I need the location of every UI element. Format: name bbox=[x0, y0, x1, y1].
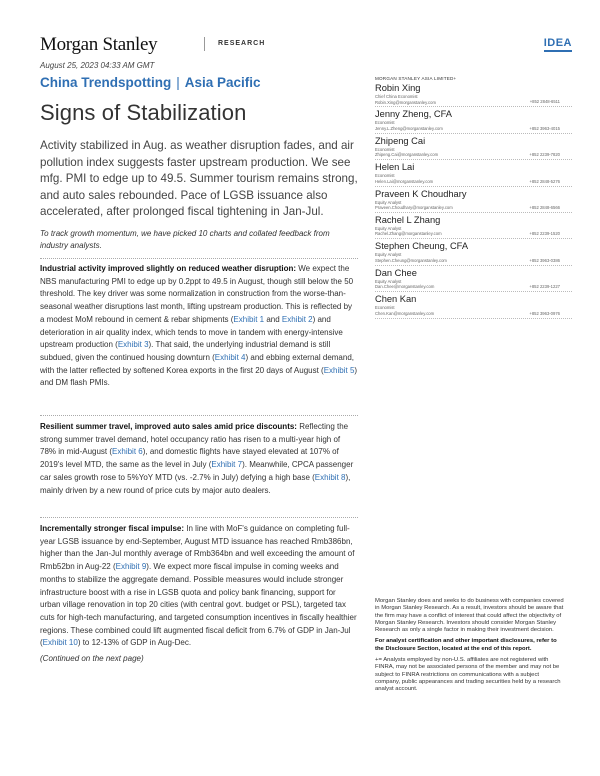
analyst-entry bbox=[375, 189, 572, 213]
morgan-stanley-logo: Morgan Stanley bbox=[40, 34, 158, 55]
paragraph-heading: Industrial activity improved slightly on reduced weather disruption: bbox=[40, 264, 297, 273]
analyst-role: Equity Analyst bbox=[375, 225, 402, 231]
analyst-name: Stephen Cheung, CFA bbox=[375, 241, 469, 252]
exhibit-link[interactable]: Exhibit 10 bbox=[42, 638, 78, 648]
paragraph-text: ), mainly driven by a new round of price cuts by major auto dealers. bbox=[40, 472, 351, 495]
publish-date: August 25, 2023 04:33 AM GMT bbox=[40, 61, 155, 70]
analyst-role: Economist bbox=[375, 305, 395, 311]
analyst-email[interactable]: Zhipeng.Cai@morganstanley.com bbox=[375, 152, 439, 158]
analyst-phone: +852 2848-6511 bbox=[529, 99, 560, 105]
disclosure-finra: += Analysts employed by non-U.S. affiliates are not registered with FINRA, may not be associated persons of the member and may not be subject to FINRA restrictions on communications with a subject company, public appearances and trading securities held by a research analyst account. bbox=[375, 657, 561, 693]
section-divider bbox=[40, 258, 358, 259]
analyst-name: Rachel L Zhang bbox=[375, 214, 441, 225]
report-title: Signs of Stabilization bbox=[40, 100, 247, 125]
analyst-phone: +852 2239-1227 bbox=[529, 284, 560, 290]
analyst-role: Equity Analyst bbox=[375, 278, 402, 284]
summary-text: Activity stabilized in Aug. as weather disruption fades, and air pollution index suggests faster upstream production. We see mfg. PMI to edge up to 49.5. Summer tourism remains strong, and auto sales rebounded. Pace of LGSB issuance also accelerated, after prolonged fiscal tightening in Jan-Jul. bbox=[40, 139, 358, 219]
analyst-entries bbox=[375, 83, 572, 319]
paragraph-travel-auto bbox=[40, 421, 358, 497]
paragraph-text: Reflecting the strong summer travel demand, hotel occupancy ratio has risen to a multi-year high of 78% in mid-August ( bbox=[40, 422, 349, 457]
paragraph-heading: Resilient summer travel, improved auto sales amid price discounts: bbox=[40, 422, 297, 431]
analyst-email[interactable]: Stephen.Cheung@morganstanley.com bbox=[375, 257, 447, 263]
analyst-email[interactable]: Chen.Kan@morganstanley.com bbox=[375, 310, 435, 316]
section-divider bbox=[40, 415, 358, 416]
analyst-name: Zhipeng Cai bbox=[375, 135, 426, 146]
firm-name: MORGAN STANLEY ASIA LIMITED+ bbox=[375, 76, 457, 81]
paragraph-heading: Incrementally stronger fiscal impulse: bbox=[40, 524, 185, 533]
exhibit-link[interactable]: Exhibit 5 bbox=[323, 365, 355, 375]
analyst-entry bbox=[375, 241, 572, 265]
idea-badge: IDEA bbox=[544, 37, 572, 52]
analyst-role: Economist bbox=[375, 120, 395, 126]
disclosure-certification: For analyst certification and other important disclosures, refer to the Disclosure Section, located at the end of this report. bbox=[375, 638, 557, 652]
analyst-name: Chen Kan bbox=[375, 294, 417, 305]
analyst-role: Equity Analyst bbox=[375, 199, 402, 205]
analyst-email[interactable]: Jenny.L.Zheng@morganstanley.com bbox=[375, 125, 443, 131]
exhibit-link[interactable]: Exhibit 6 bbox=[112, 447, 143, 457]
report-header bbox=[40, 34, 572, 56]
analyst-entry bbox=[375, 268, 572, 292]
analyst-email[interactable]: Dan.Chee@morganstanley.com bbox=[375, 284, 435, 290]
paragraph-text: ). Meanwhile, CPCA passenger car sales growth rose to 5%YoY MTD (vs. -2.7% in July) defying a high base ( bbox=[40, 460, 354, 482]
paragraph-text: ). We expect more fiscal impulse in coming weeks and months to stabilize the aggregate demand. Possible measures would include stronger infrastructure boost with a rise in LGSB quota and policy bank financing, support for urban village renovation in top 20 cities (with central govt. budget or PSL), targeted tax cuts for high-tech manufacturing, and targeted consumption incentives in fiscally healthier regions. These combined could lift augmented fiscal deficit from 6.7% of GDP in Jan-Jul ( bbox=[40, 562, 357, 648]
analyst-entry bbox=[375, 215, 572, 239]
paragraph-text: ) and DM flash PMIs. bbox=[40, 365, 358, 388]
series-name[interactable]: China Trendspotting bbox=[40, 75, 172, 90]
section-divider bbox=[40, 517, 358, 518]
disclosure-conflict: Morgan Stanley does and seeks to do business with companies covered in Morgan Stanley Research. As a result, investors should be aware that the firm may have a conflict of interest that could affect the objectivity of Morgan Stanley Research. Investors should consider Morgan Stanley Research as only a single factor in making their investment decision. bbox=[375, 598, 564, 634]
analyst-name: Robin Xing bbox=[375, 83, 421, 93]
analyst-list bbox=[375, 76, 572, 321]
analyst-email[interactable]: Helen.Lai@morganstanley.com bbox=[375, 178, 434, 184]
analyst-entry bbox=[375, 83, 572, 107]
analyst-phone: +852 3963-0386 bbox=[529, 257, 560, 263]
section-separator: | bbox=[176, 75, 180, 90]
analyst-phone: +852 3963-4015 bbox=[529, 125, 560, 131]
analyst-email[interactable]: Robin.Xing@morganstanley.com bbox=[375, 99, 436, 105]
analyst-name: Helen Lai bbox=[375, 162, 415, 173]
section-heading bbox=[40, 75, 261, 90]
exhibit-link[interactable]: Exhibit 9 bbox=[115, 562, 147, 572]
analyst-phone: +852 3963-0976 bbox=[529, 310, 560, 316]
analyst-entry bbox=[375, 162, 572, 186]
analyst-entry bbox=[375, 109, 572, 133]
intro-text: To track growth momentum, we have picked 10 charts and collated feedback from industry analysts. bbox=[40, 229, 330, 250]
paragraph-text: ) to 12-13% of GDP in Aug-Dec. bbox=[77, 638, 192, 648]
header-divider bbox=[204, 37, 205, 51]
paragraph-text: ) and ebbing external demand, with the latter reflected by softened Korea exports in the first 20 days of August ( bbox=[40, 352, 355, 375]
continued-note: (Continued on the next page) bbox=[40, 654, 144, 663]
analyst-name: Praveen K Choudhary bbox=[375, 188, 467, 199]
exhibit-link[interactable]: Exhibit 7 bbox=[211, 460, 243, 470]
analyst-entry bbox=[375, 136, 572, 160]
analyst-role: Economist bbox=[375, 146, 395, 152]
paragraph-fiscal bbox=[40, 523, 358, 650]
analyst-email[interactable]: Rachel.Zhang@morganstanley.com bbox=[375, 231, 442, 237]
region-name[interactable]: Asia Pacific bbox=[184, 75, 261, 90]
paragraph-text: We expect the NBS manufacturing PMI to edge up by 0.2ppt to 49.5 in August, though still below the 50 threshold. The key driver was some normalization in construction from the worse-than-seasonal weather disruptions last month, lifting upstream production. This is reflected by a modest MoM rebound in cement & rebar shipments ( bbox=[40, 264, 354, 324]
paragraph-text: ), and domestic flights have stayed elevated at 107% of 2019's level MTD, the same as the level in July ( bbox=[40, 447, 339, 470]
exhibit-link[interactable]: Exhibit 4 bbox=[214, 352, 246, 362]
paragraph-text: ). That said, the underlying industrial demand is still subdued, given the continued housing downturn ( bbox=[40, 340, 331, 362]
analyst-role: Chief China Economist bbox=[375, 94, 418, 99]
analyst-email[interactable]: Praveen.Choudhary@morganstanley.com bbox=[375, 205, 453, 211]
exhibit-link[interactable]: Exhibit 8 bbox=[314, 472, 346, 482]
paragraph-text: In line with MoF's guidance on completing full-year LGSB issuance by end-September, August MTD issuance has reached Rmb386bn, higher than the Jan-Jul monthly average of Rmb364bn and well exceeding the amount of Rmb52bn in Aug-22 ( bbox=[40, 524, 355, 572]
analyst-role: Equity Analyst bbox=[375, 252, 402, 258]
analyst-entry bbox=[375, 294, 572, 318]
exhibit-link[interactable]: Exhibit 2 bbox=[281, 314, 313, 324]
analyst-role: Economist bbox=[375, 173, 395, 179]
exhibit-link[interactable]: Exhibit 1 bbox=[233, 314, 265, 324]
paragraph-text: ) and deterioration in air quality index, which tends to move in tandem with energy-intensive upstream production ( bbox=[40, 314, 343, 350]
analyst-phone: +852 2848-5276 bbox=[529, 178, 560, 184]
analyst-name: Dan Chee bbox=[375, 267, 417, 278]
analyst-phone: +852 2239-7820 bbox=[529, 152, 560, 158]
paragraph-text: and bbox=[264, 314, 282, 324]
analyst-phone: +852 2239-1520 bbox=[529, 231, 560, 237]
disclosure-block bbox=[375, 598, 565, 698]
exhibit-link[interactable]: Exhibit 3 bbox=[117, 340, 149, 350]
analyst-phone: +852 2848-6566 bbox=[529, 204, 560, 210]
analyst-name: Jenny Zheng, CFA bbox=[375, 109, 452, 120]
paragraph-industrial bbox=[40, 263, 358, 390]
research-label: RESEARCH bbox=[218, 40, 266, 47]
